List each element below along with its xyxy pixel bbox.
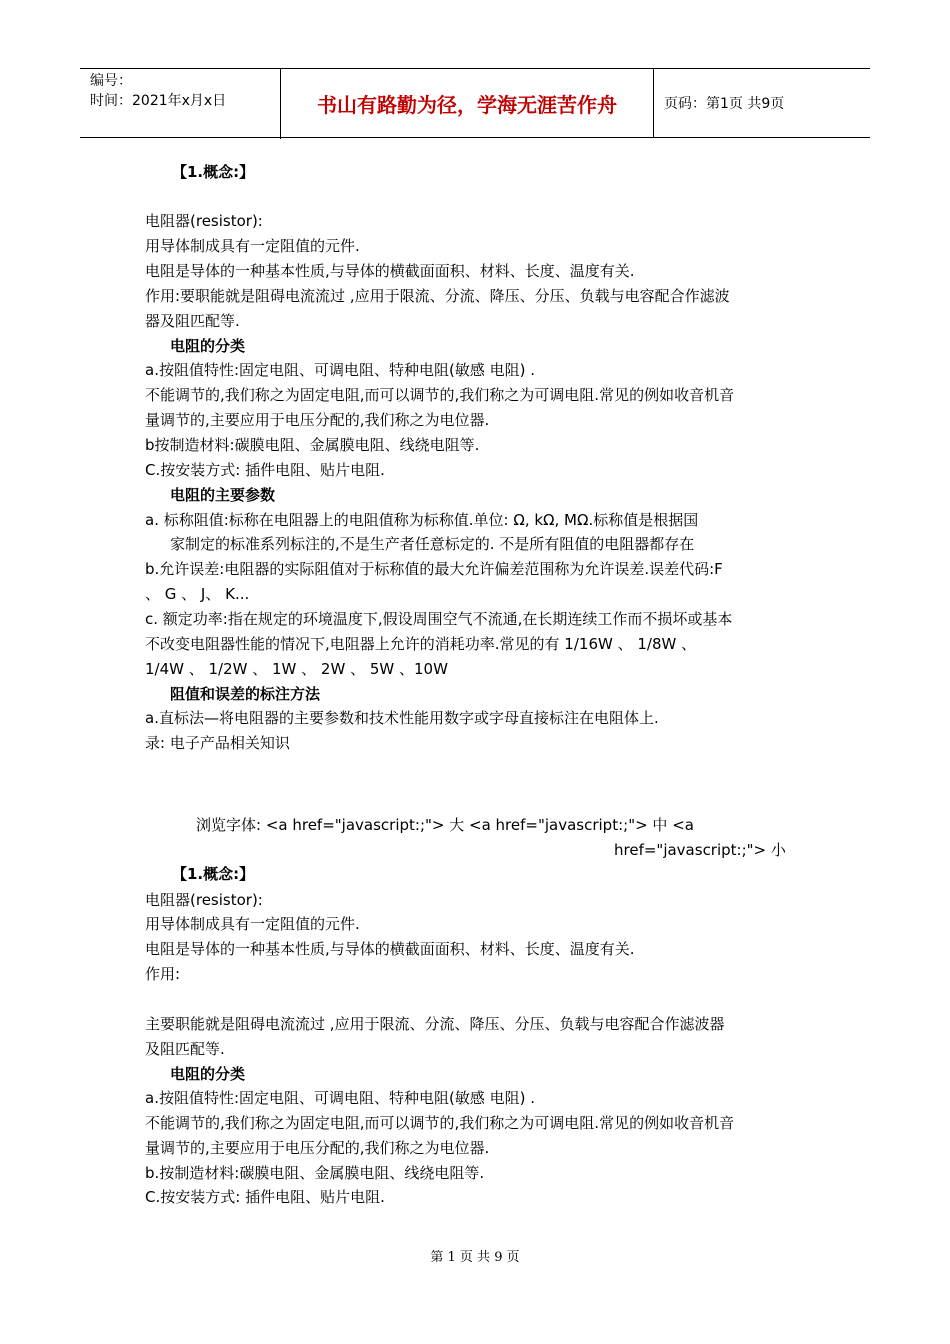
page-indicator: 页码：第1页 共9页	[664, 96, 785, 112]
text-line: b.允许误差:电阻器的实际阻值对于标称值的最大允许偏差范围称为允许误差.误差代码:F	[145, 560, 723, 578]
font-size-switcher-cont: href="javascript:;"> 小	[614, 841, 786, 859]
text-line: 器及阻匹配等.	[145, 312, 240, 330]
text-line: b.按制造材料:碳膜电阻、金属膜电阻、线绕电阻等.	[145, 1164, 485, 1182]
text-line: 、 G 、 J、 K...	[145, 585, 250, 603]
text-line: a.按阻值特性:固定电阻、可调电阻、特种电阻(敏感 电阻) .	[145, 1089, 536, 1107]
section-heading: 【1.概念:】	[172, 163, 255, 181]
text-line: 电阻器(resistor):	[145, 891, 263, 909]
font-size-switcher: 浏览字体: <a href="javascript:;"> 大 <a href="javascript:;"> 中 <a	[196, 816, 694, 834]
text-line: 量调节的,主要应用于电压分配的,我们称之为电位器.	[145, 411, 490, 429]
text-line: 不改变电阻器性能的情况下,电阻器上允许的消耗功率.常见的有 1/16W 、 1/8W 、	[145, 635, 697, 653]
text-line: 不能调节的,我们称之为固定电阻,而可以调节的,我们称之为可调电阻.常见的例如收音机音	[145, 1114, 735, 1132]
section-heading: 【1.概念:】	[172, 865, 255, 883]
page-footer: 第 1 页 共 9 页	[430, 1250, 520, 1265]
text-line: C.按安装方式: 插件电阻、贴片电阻.	[145, 461, 385, 479]
text-line: 量调节的,主要应用于电压分配的,我们称之为电位器.	[145, 1139, 490, 1157]
text-line: 用导体制成具有一定阻值的元件.	[145, 915, 360, 933]
subheading: 电阻的主要参数	[170, 486, 276, 504]
text-line: 及阻匹配等.	[145, 1040, 225, 1058]
header-info	[80, 69, 281, 139]
text-line: 家制定的标准系列标注的,不是生产者任意标定的. 不是所有阻值的电阻器都存在	[170, 535, 695, 553]
text-line: a. 标称阻值:标称在电阻器上的电阻值称为标称值.单位: Ω, kΩ, MΩ.标称值是根据国	[145, 511, 699, 529]
text-line: C.按安装方式: 插件电阻、贴片电阻.	[145, 1188, 385, 1206]
subheading: 电阻的分类	[170, 337, 246, 355]
text-line: b按制造材料:碳膜电阻、金属膜电阻、线绕电阻等.	[145, 436, 480, 454]
page-header	[80, 68, 870, 138]
text-line: a.按阻值特性:固定电阻、可调电阻、特种电阻(敏感 电阻) .	[145, 361, 536, 379]
text-line: 作用:	[145, 965, 181, 983]
text-line: 电阻是导体的一种基本性质,与导体的横截面面积、材料、长度、温度有关.	[145, 940, 635, 958]
subheading: 电阻的分类	[170, 1065, 246, 1083]
text-line: 1/4W 、 1/2W 、 1W 、 2W 、 5W 、10W	[145, 660, 448, 678]
text-line: 不能调节的,我们称之为固定电阻,而可以调节的,我们称之为可调电阻.常见的例如收音机音	[145, 386, 735, 404]
text-line: 电阻器(resistor):	[145, 212, 263, 230]
text-line: c. 额定功率:指在规定的环境温度下,假设周围空气不流通,在长期连续工作而不损坏或基本	[145, 610, 733, 628]
text-line: a.直标法—将电阻器的主要参数和技术性能用数字或字母直接标注在电阻体上.	[145, 709, 659, 727]
text-line: 主要职能就是阻碍电流流过 ,应用于限流、分流、降压、分压、负载与电容配合作滤波器	[145, 1015, 725, 1033]
text-line: 用导体制成具有一定阻值的元件.	[145, 237, 360, 255]
motto: 书山有路勤为径，学海无涯苦作舟	[281, 69, 654, 137]
text-line: 作用:要职能就是阻碍电流流过 ,应用于限流、分流、降压、分压、负载与电容配合作滤波	[145, 287, 730, 305]
serial-label: 编号：	[90, 73, 132, 89]
subheading: 阻值和误差的标注方法	[170, 685, 321, 703]
text-line: 录: 电子产品相关知识	[145, 734, 290, 752]
text-line: 电阻是导体的一种基本性质,与导体的横截面面积、材料、长度、温度有关.	[145, 262, 635, 280]
time-label: 时间：2021年x月x日	[90, 93, 227, 109]
